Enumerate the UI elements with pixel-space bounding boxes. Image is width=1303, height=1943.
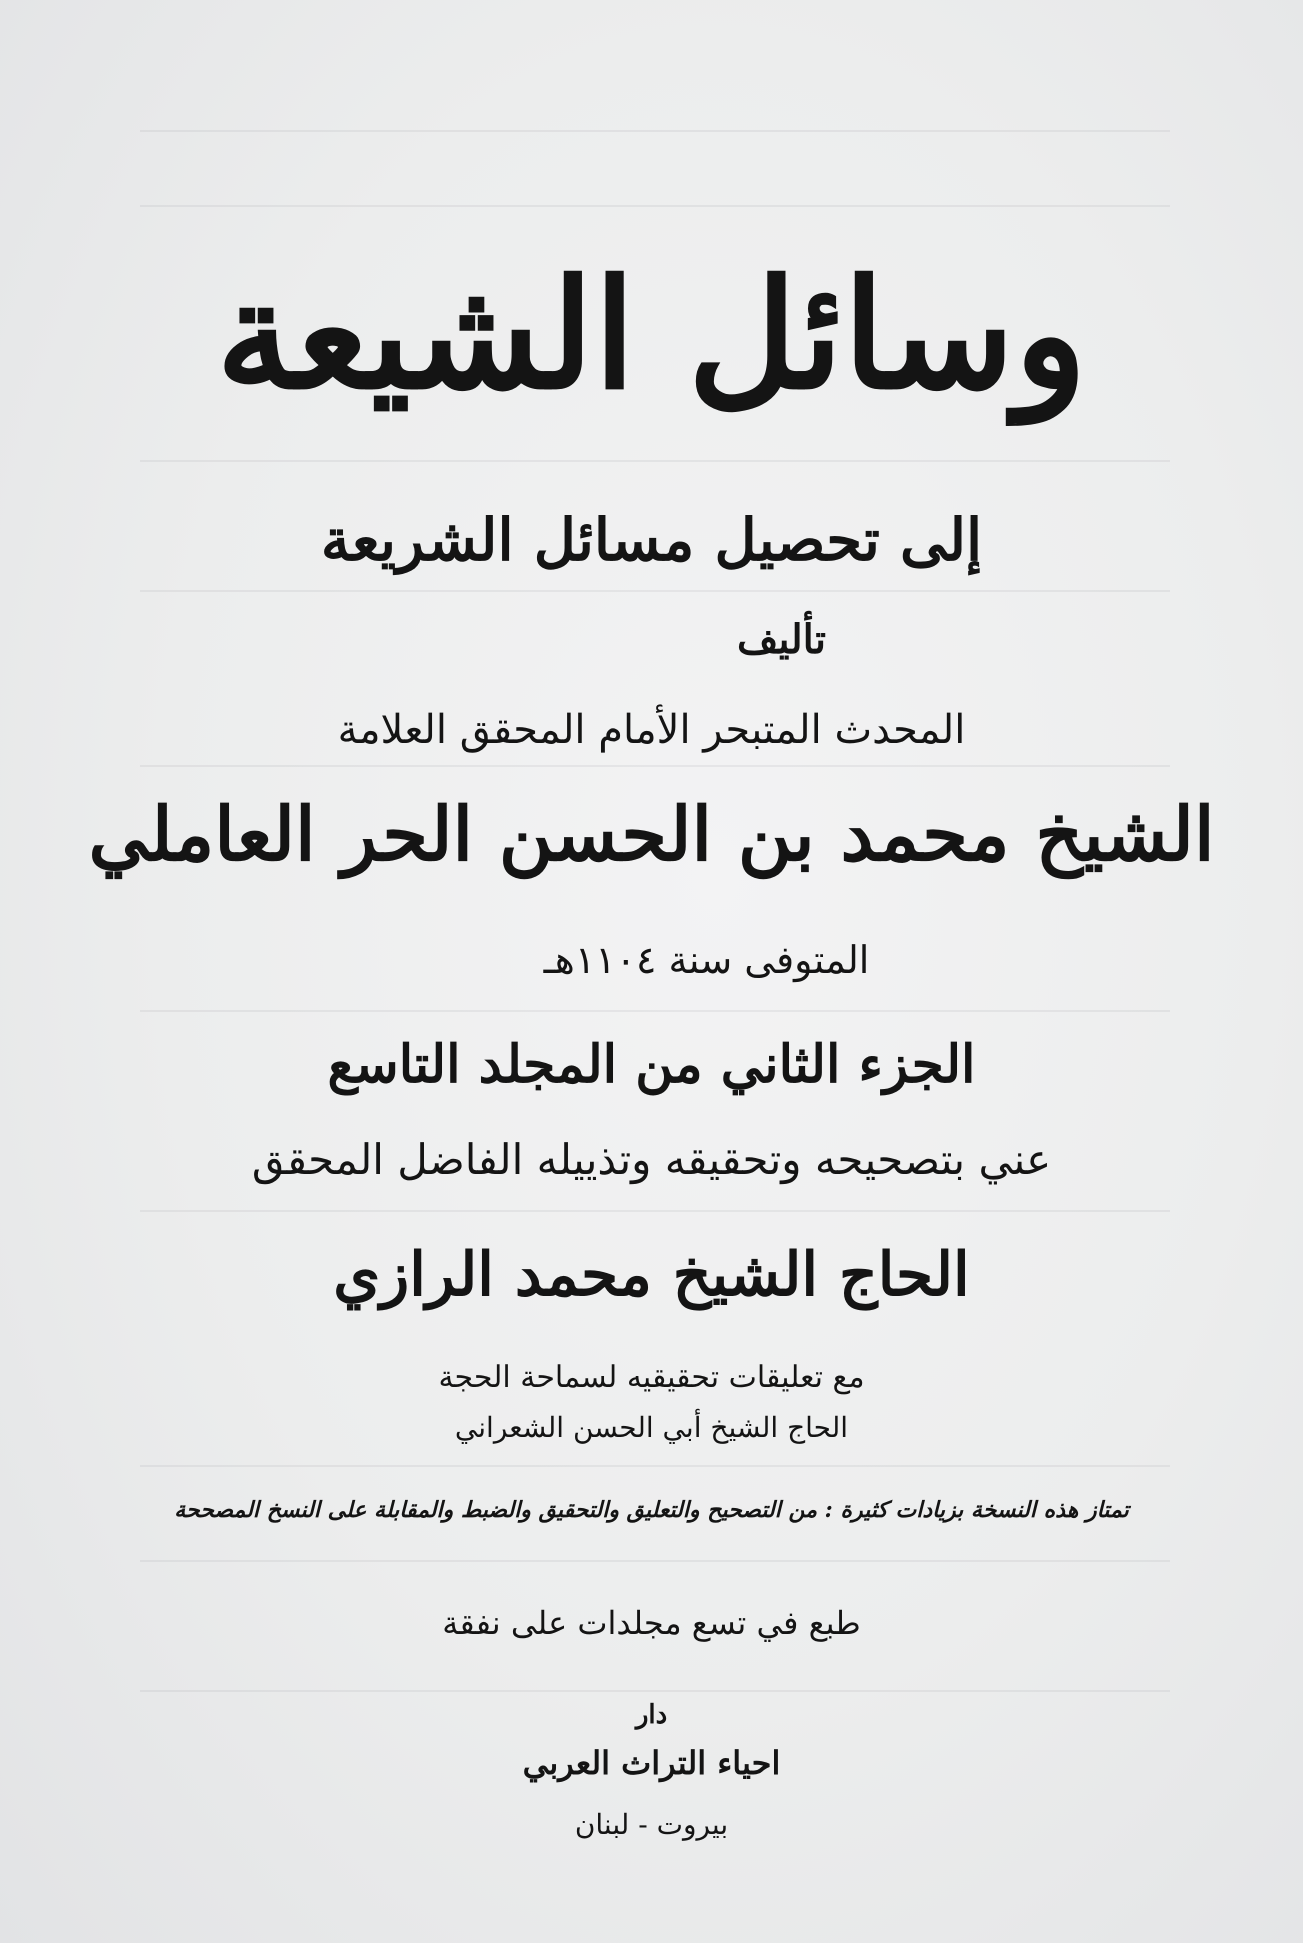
author-epithets: المحدث المتبحر الأمام المحقق العلامة — [337, 707, 966, 753]
volume-label: الجزء الثاني من المجلد التاسع — [327, 1034, 976, 1095]
printing-note: طبع في تسع مجلدات على نفقة — [442, 1604, 861, 1642]
editor-name: الحاج الشيخ محمد الرازي — [333, 1240, 970, 1310]
authorship-label: تأليف — [737, 616, 826, 663]
editing-credit: عني بتصحيحه وتحقيقه وتذييله الفاضل المحقق — [251, 1135, 1052, 1184]
author-name: الشيخ محمد بن الحسن الحر العاملي — [88, 792, 1215, 878]
publisher-city: بيروت - لبنان — [574, 1808, 729, 1841]
publisher-name: احياء التراث العربي — [522, 1744, 781, 1782]
notes-author: الحاج الشيخ أبي الحسن الشعراني — [454, 1411, 849, 1444]
edition-features-note: تمتاز هذه النسخة بزيادات كثيرة : من التصحيح والتعليق والتحقيق والضبط والمقابلة على النسخ المصححة — [174, 1497, 1129, 1523]
publisher-prefix: دار — [635, 1700, 668, 1730]
book-subtitle: إلى تحصيل مسائل الشريعة — [320, 506, 983, 574]
book-title: وسائل الشيعة — [216, 247, 1087, 423]
notes-credit: مع تعليقات تحقيقيه لسماحة الحجة — [438, 1360, 865, 1395]
author-death-date: المتوفى سنة ١١٠٤هـ — [543, 938, 870, 982]
